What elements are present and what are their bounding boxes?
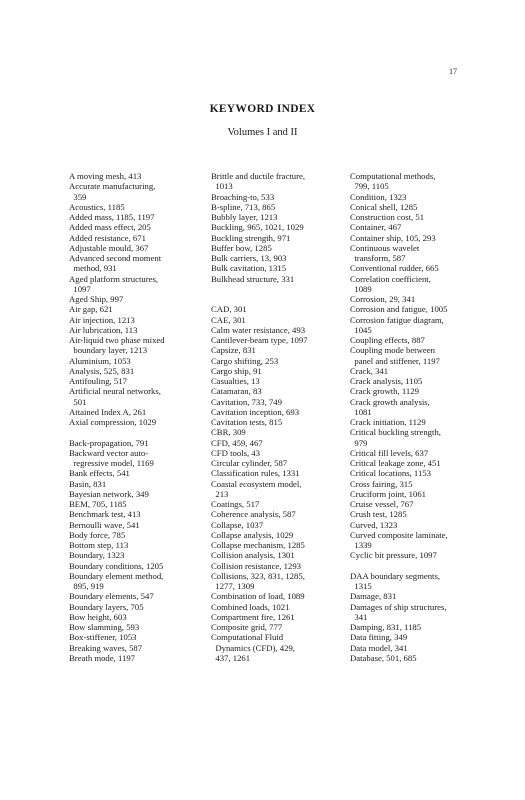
index-entry: Collisions, 323, 831, 1285, [211, 570, 305, 581]
index-entry: Critical buckling strength, [350, 427, 441, 438]
index-entry: Back-propagation, 791 [69, 437, 149, 448]
index-entry: Box-stiffener, 1053 [69, 632, 137, 643]
index-title: KEYWORD INDEX [209, 103, 316, 115]
index-entry: Antifouling, 517 [69, 376, 127, 386]
index-entry: method, 931 [69, 263, 117, 274]
index-entry: Crack, 341 [350, 365, 389, 376]
index-entry: CAD, 301 [211, 304, 247, 315]
index-entry: Collapse analysis, 1029 [211, 529, 294, 540]
index-entry: Computational methods, [350, 171, 436, 181]
index-entry: Combined loads, 1021 [211, 601, 290, 612]
index-entry: Damage, 831 [350, 591, 397, 602]
index-entry: Brittle and ductile fracture, [211, 171, 306, 181]
index-entry: Calm water resistance, 493 [211, 324, 306, 335]
index-column-3 [350, 171, 470, 663]
index-entry: Coupling effects, 887 [350, 335, 425, 345]
index-entry: Classification rules, 1331 [211, 468, 300, 479]
index-entry: Accurate manufacturing, [69, 181, 156, 192]
index-entry: Crack growth analysis, [350, 396, 430, 407]
index-entry: Computational Fluid [211, 632, 284, 643]
index-gap [211, 284, 346, 294]
index-entry: Buckling, 965, 1021, 1029 [211, 222, 304, 233]
index-entry: 1081 [350, 406, 372, 417]
index-entry: Bubbly layer, 1213 [211, 212, 278, 222]
index-entry: 341 [350, 611, 368, 622]
index-entry: Dynamics (CFD), 429, [211, 642, 295, 653]
index-entry: 1277, 1309 [211, 581, 255, 591]
index-entry: Bulk cavitation, 1315 [211, 263, 287, 274]
index-entry: Buckling strength, 971 [211, 232, 291, 243]
index-entry: Correlation coefficient, [350, 273, 431, 284]
index-entry: 1097 [69, 283, 91, 294]
index-entry: Benchmark test, 413 [69, 509, 141, 520]
index-entry: Cross fairing, 315 [350, 478, 413, 489]
index-entry: Added mass effect, 205 [69, 222, 151, 233]
index-entry: Crack growth, 1129 [350, 386, 419, 397]
index-entry: CAE, 301 [211, 314, 246, 325]
index-entry: Breaking waves, 587 [69, 642, 143, 653]
index-entry: DAA boundary segments, [350, 570, 441, 581]
index-entry: Adjustable mould, 367 [69, 242, 149, 253]
index-entry: Acoustics, 1185 [69, 201, 125, 212]
index-entry: CFD, 459, 467 [211, 437, 263, 448]
index-entry: 501 [69, 396, 87, 407]
index-entry: Cyclic bit pressure, 1097 [350, 550, 437, 561]
index-entry: Boundary layers, 705 [69, 601, 144, 612]
index-entry: Bulk carriers, 13, 903 [211, 253, 287, 263]
index-entry: Bank effects, 541 [69, 468, 130, 479]
index-entry: Database, 501, 685 [350, 652, 417, 663]
index-entry: Bayesian network, 349 [69, 488, 149, 499]
index-gap [211, 294, 346, 304]
index-entry: Container ship, 105, 293 [350, 232, 436, 243]
index-entry: Analysis, 525, 831 [69, 365, 135, 376]
index-entry: 1013 [211, 181, 233, 192]
index-entry: Critical leakage zone, 451 [350, 458, 441, 468]
index-entry: Bernoulli wave, 541 [69, 519, 140, 530]
index-entry: Conventional rudder, 665 [350, 263, 439, 274]
index-entry: Critical fill levels, 637 [350, 447, 429, 458]
index-entry: Bulkhead structure, 331 [211, 273, 295, 284]
index-entry: A moving mesh, 413 [69, 171, 142, 181]
index-entry: Curved composite laminate, [350, 529, 448, 540]
index-entry: 359 [69, 191, 87, 202]
index-entry: Air gap, 621 [69, 304, 113, 315]
index-entry: Broaching-to, 533 [211, 191, 275, 202]
index-entry: Collision analysis, 1301 [211, 550, 295, 561]
index-entry: Air-liquid two phase mixed [69, 335, 165, 345]
index-entry: Conical shell, 1285 [350, 201, 418, 212]
index-entry: Artificial neural networks, [69, 386, 161, 397]
page-number: 17 [449, 67, 457, 76]
index-entry: 1045 [350, 324, 372, 335]
index-entry: Coatings, 517 [211, 499, 260, 509]
index-entry: Cavitation, 733, 749 [211, 396, 282, 407]
index-entry: Crush test, 1285 [350, 509, 407, 520]
index-column-2 [211, 171, 346, 663]
index-entry: Aluminium, 1053 [69, 355, 131, 366]
index-entry: Construction cost, 51 [350, 212, 425, 222]
index-entry: Bottom step, 113 [69, 540, 129, 550]
index-entry: CFD tools, 43 [211, 447, 260, 458]
index-entry: 213 [211, 488, 229, 499]
index-entry: Boundary element method, [69, 570, 164, 581]
index-entry: Breath mode, 1197 [69, 652, 136, 663]
index-entry: Advanced second moment [69, 253, 162, 263]
index-entry: Collapse, 1037 [211, 519, 264, 530]
index-entry: CBR, 309 [211, 427, 246, 438]
index-entry: Crack analysis, 1105 [350, 376, 423, 386]
index-entry: Air injection, 1213 [69, 314, 135, 325]
index-entry: Added mass, 1185, 1197 [69, 212, 155, 222]
index-entry: Damages of ship structures, [350, 601, 447, 612]
index-entry: Composite grid, 777 [211, 622, 283, 632]
index-entry: Curved, 1323 [350, 519, 398, 530]
index-entry: 1315 [350, 581, 372, 591]
index-entry: Catamaran, 83 [211, 386, 262, 397]
index-entry: Coupling mode between [350, 345, 435, 356]
index-entry: Continuous wavelet [350, 242, 420, 253]
index-entry: regressive model, 1169 [69, 458, 154, 468]
index-entry: Boundary elements, 547 [69, 591, 154, 602]
index-entry: Circular cylinder, 587 [211, 458, 288, 468]
index-entry: 437, 1261 [211, 652, 251, 663]
index-entry: B-spline, 713, 865 [211, 201, 276, 212]
index-entry: Corrosion, 29, 341 [350, 294, 416, 304]
index-entry: Boundary, 1323 [69, 550, 125, 561]
index-entry: Coastal ecosystem model, [211, 478, 302, 489]
index-entry: Cruise vessel, 767 [350, 499, 414, 509]
index-gap [69, 427, 204, 437]
index-subtitle: Volumes I and II [227, 127, 298, 138]
index-entry: Crack initiation, 1129 [350, 417, 426, 427]
index-entry: 799, 1105 [350, 181, 389, 192]
index-entry: Coherence analysis, 587 [211, 509, 296, 520]
index-entry: 1089 [350, 283, 372, 294]
index-entry: Buffer bow, 1285 [211, 242, 272, 253]
index-entry: Corrosion and fatigue, 1005 [350, 304, 448, 315]
index-entry: Aged Ship, 997 [69, 294, 124, 304]
index-entry: Air lubrication, 113 [69, 324, 138, 335]
index-entry: Damping, 831, 1185 [350, 622, 422, 632]
index-entry: Bow slamming, 593 [69, 622, 140, 632]
index-entry: Cantilever-beam type, 1097 [211, 335, 308, 345]
index-entry: Condition, 1323 [350, 191, 407, 202]
index-column-1 [69, 171, 204, 663]
index-entry: Added resistance, 671 [69, 232, 146, 243]
index-entry: Corrosion fatigue diagram, [350, 314, 444, 325]
index-entry: 895, 919 [69, 581, 104, 591]
index-entry: Aged platform structures, [69, 273, 159, 284]
index-entry: transform, 587 [350, 253, 406, 263]
index-entry: 979 [350, 437, 368, 448]
index-entry: Container, 467 [350, 222, 402, 233]
index-entry: Body force, 785 [69, 529, 126, 540]
index-entry: Collapse mechanism, 1285 [211, 540, 305, 550]
index-entry: Axial compression, 1029 [69, 417, 157, 427]
index-entry: Collision resistance, 1293 [211, 560, 302, 571]
index-entry: Basin, 831 [69, 478, 107, 489]
index-entry: Backward vector auto- [69, 447, 149, 458]
index-entry: BEM, 705, 1185 [69, 499, 127, 509]
index-entry: Cavitation inception, 693 [211, 406, 300, 417]
index-entry: Data model, 341 [350, 642, 408, 653]
index-entry: Data fitting, 349 [350, 632, 408, 643]
index-entry: Compartment fire, 1261 [211, 611, 295, 622]
index-entry: Attained Index A, 261 [69, 406, 147, 417]
index-entry: panel and stiffener, 1197 [350, 355, 440, 366]
index-entry: Casualties, 13 [211, 376, 260, 386]
index-entry: Cavitation tests, 815 [211, 417, 283, 427]
index-entry: 1339 [350, 540, 372, 550]
index-entry: Capsize, 831 [211, 345, 256, 356]
index-entry: Cargo shifting, 253 [211, 355, 279, 366]
index-entry: Cargo ship, 91 [211, 365, 262, 376]
index-entry: Combination of load, 1089 [211, 591, 305, 602]
index-entry: Bow height, 603 [69, 611, 127, 622]
index-entry: Critical locations, 1153 [350, 468, 431, 479]
index-entry: boundary layer, 1213 [69, 345, 148, 356]
index-entry: Boundary conditions, 1205 [69, 560, 164, 571]
index-entry: Cruciform joint, 1061 [350, 488, 427, 499]
index-gap [350, 561, 470, 571]
